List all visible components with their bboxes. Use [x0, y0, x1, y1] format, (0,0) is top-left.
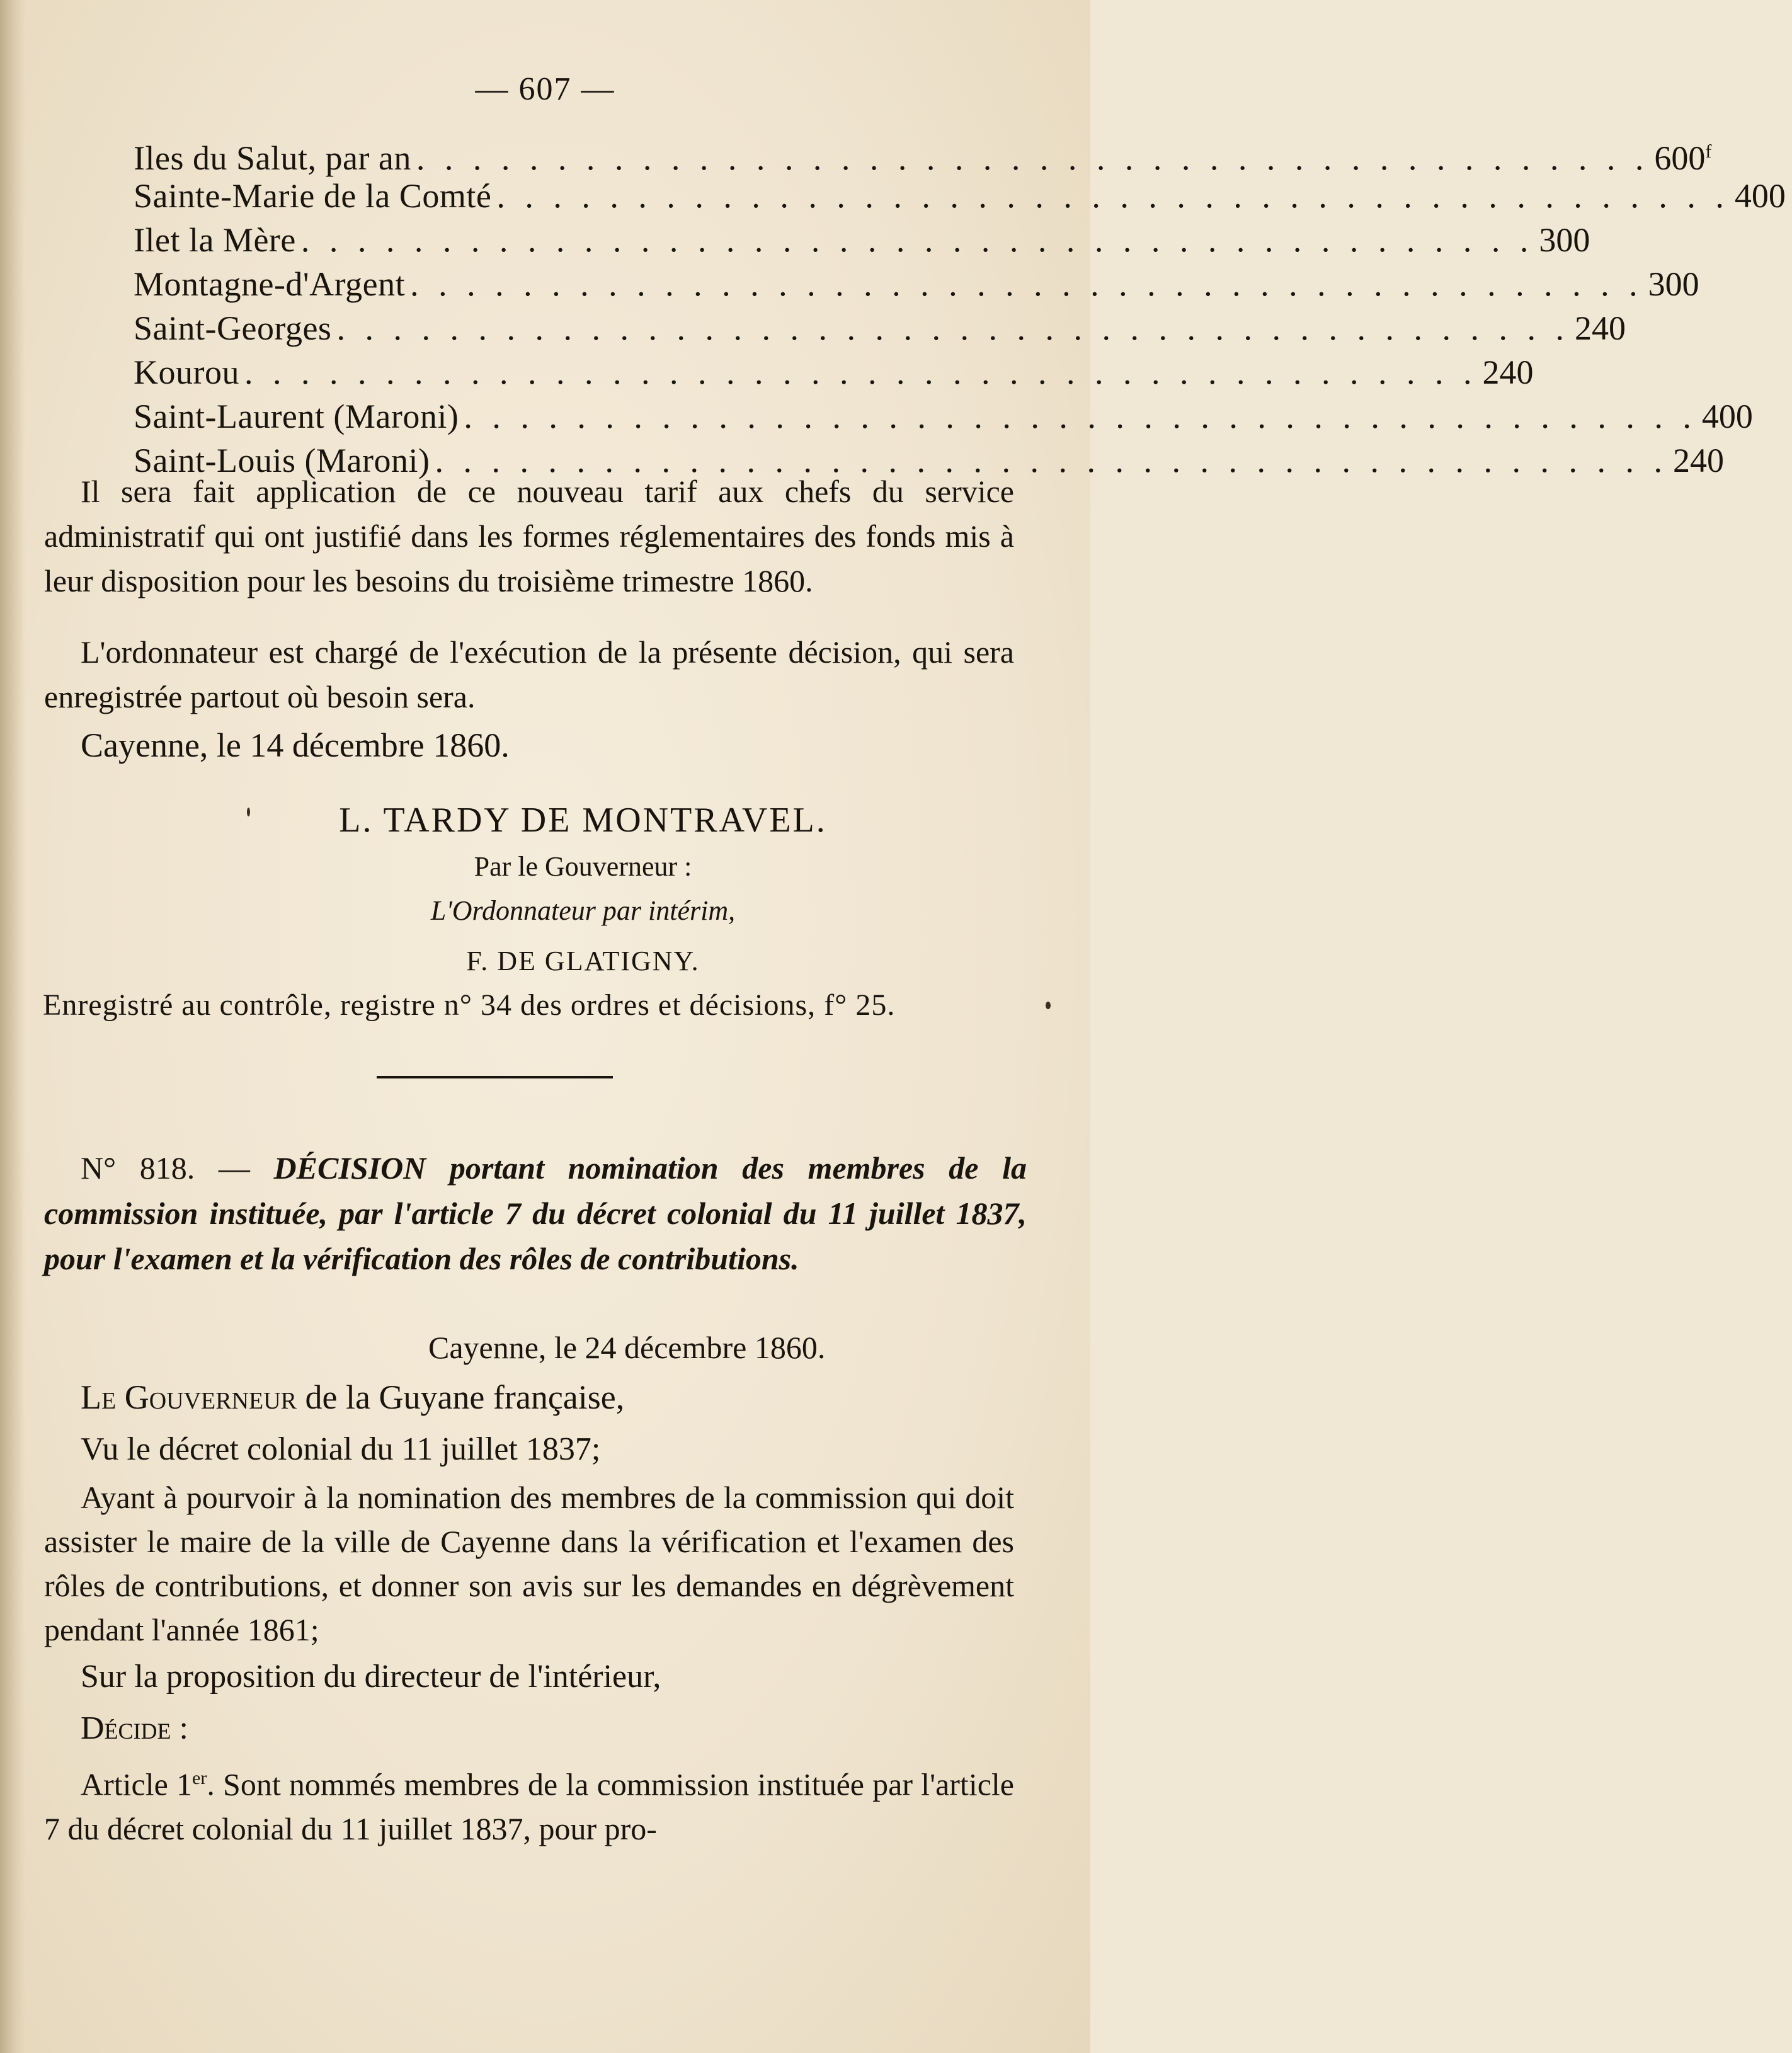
leader-dots: . . . . . . . . . . . . . . . . . . . . . . . . . . . . . . . . . . . . . . . . . . . .: [410, 265, 1643, 303]
tariff-amount: 240: [1574, 309, 1626, 347]
paragraph-execution: L'ordonnateur est chargé de l'exécution de la présente décision, qui sera enregistrée partout où besoin sera.: [44, 634, 1014, 714]
leader-dots: . . . . . . . . . . . . . . . . . . . . . . . . . . . . . . . . . . . . . . . . . . . .: [300, 221, 1534, 259]
tariff-place: Montagne-d'Argent: [134, 265, 406, 303]
governor-line: [81, 1375, 624, 1420]
tariff-row: [134, 350, 1534, 394]
tariff-amount: 300: [1648, 265, 1699, 303]
article-prefix: Article 1: [81, 1766, 193, 1802]
decision-number: N° 818. —: [81, 1150, 250, 1186]
leader-dots: . . . . . . . . . . . . . . . . . . . . . . . . . . . . . . . . . . . . . . . . . . . .: [464, 397, 1697, 435]
decide-line: Décide :: [81, 1710, 188, 1746]
leader-dots: . . . . . . . . . . . . . . . . . . . . . . . . . . . . . . . . . . . . . . . . . . . .: [336, 309, 1570, 347]
tariff-row: [134, 174, 1786, 218]
leader-dots: . . . . . . . . . . . . . . . . . . . . . . . . . . . . . . . . . . . . . . . . . . . .: [435, 442, 1668, 479]
tariff-row: [134, 130, 1712, 177]
ink-speck: [247, 808, 250, 816]
ink-speck: [1046, 1002, 1051, 1009]
tariff-amount: 600$^f$: [1654, 139, 1712, 177]
decision-heading: [44, 1145, 1027, 1281]
countersignatory: F. DE GLATIGNY.: [466, 946, 700, 976]
tariff-place: Saint-Laurent (Maroni): [134, 397, 459, 435]
leader-dots: . . . . . . . . . . . . . . . . . . . . . . . . . . . . . . . . . . . . . . . . . . . .: [416, 139, 1650, 177]
signatory: L. TARDY DE MONTRAVEL.: [339, 801, 827, 840]
tariff-place: Sainte-Marie de la Comté: [134, 177, 492, 215]
paragraph-application: Il sera fait application de ce nouveau tarif aux chefs du service administratif qui ont justifié dans les formes réglementaires des fonds mis à leur disposition pour les besoins du troisième trimestre 1860.: [44, 474, 1014, 598]
tariff-place: Iles du Salut, par an: [134, 139, 411, 177]
registration-note: Enregistré au contrôle, registre n° 34 des ordres et décisions, f° 25.: [43, 988, 896, 1022]
leader-dots: . . . . . . . . . . . . . . . . . . . . . . . . . . . . . . . . . . . . . . . . . . . .: [244, 353, 1478, 391]
place-date-818: Cayenne, le 24 décembre 1860.: [428, 1330, 826, 1365]
vu-line: Vu le décret colonial du 11 juillet 1837;: [81, 1431, 601, 1467]
tariff-row: [134, 394, 1753, 438]
tariff-place: Saint-Georges: [134, 309, 332, 347]
tariff-row: [134, 262, 1699, 306]
tariff-place: Saint-Louis (Maroni): [134, 442, 430, 479]
leader-dots: . . . . . . . . . . . . . . . . . . . . . . . . . . . . . . . . . . . . . . . . . . . .: [496, 177, 1730, 215]
place-date: Cayenne, le 14 décembre 1860.: [81, 726, 510, 764]
governor-title: Le Gouverneur: [81, 1378, 297, 1416]
article-1: [44, 1756, 1014, 1851]
page-number: — 607 —: [475, 71, 615, 107]
tariff-place: Ilet la Mère: [134, 221, 296, 259]
by-governor: Par le Gouverneur :: [474, 851, 692, 882]
tariff-amount: 400: [1701, 397, 1753, 435]
ayant-paragraph: Ayant à pourvoir à la nomination des membres de la commission qui doit assister le maire de la ville de Cayenne dans la vérification et l'examen des rôles de contributions, et donner son avis sur les demandes en dégrèvement pendant l'année 1861;: [44, 1480, 1014, 1647]
sur-line: Sur la proposition du directeur de l'intérieur,: [81, 1659, 661, 1695]
tariff-amount: 400: [1734, 177, 1786, 215]
tariff-amount: 240: [1482, 353, 1534, 391]
tariff-place: Kourou: [134, 353, 239, 391]
tariff-amount: 240: [1672, 442, 1724, 479]
article-ordinal: er: [192, 1768, 207, 1788]
article-text: . Sont nommés membres de la commission instituée par l'article 7 du décret colonial du 11 juillet 1837, pour pro-: [44, 1766, 1014, 1846]
decision-title: DÉCISION portant nomination des membres de la commission instituée, par l'article 7 du décret colonial du 11 juillet 1837, pour l'examen et la vérification des rôles de contributions.: [44, 1150, 1027, 1276]
ordonnateur-title: L'Ordonnateur par intérim,: [430, 895, 736, 926]
tariff-row: [134, 306, 1626, 350]
separator-rule: [377, 1076, 613, 1078]
tariff-amount: 300: [1539, 221, 1590, 259]
governor-rest: de la Guyane française,: [297, 1378, 625, 1416]
page-edge-shadow: [0, 0, 25, 2053]
tariff-row: [134, 218, 1590, 262]
